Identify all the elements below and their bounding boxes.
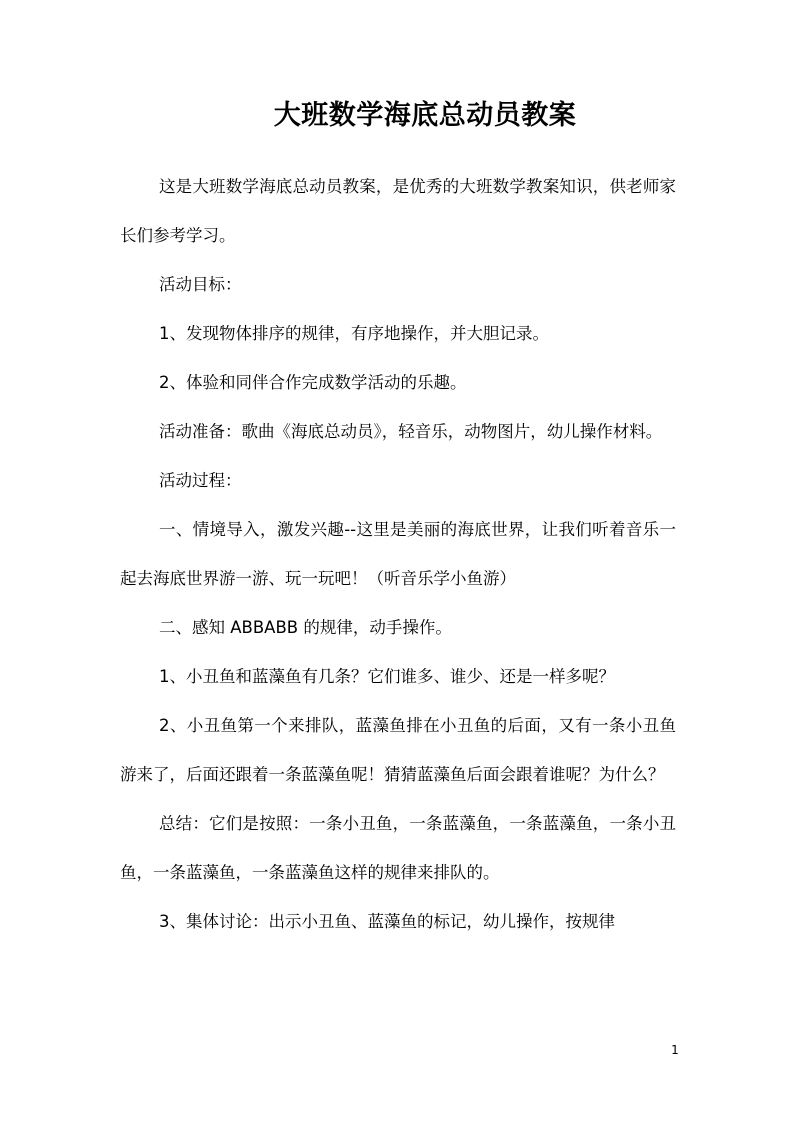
step-2-item-3: 3、集体讨论：出示小丑鱼、蓝藻鱼的标记，幼儿操作，按规律	[159, 912, 615, 931]
document-title: 大班数学海底总动员教案	[273, 100, 577, 131]
objective-1: 1、发现物体排序的规律，有序地操作，并大胆记录。	[159, 324, 549, 343]
document-body	[120, 162, 676, 946]
preparation-paragraph: 活动准备：歌曲《海底总动员》，轻音乐，动物图片，幼儿操作材料。	[159, 422, 663, 441]
page-number: 1	[671, 1043, 679, 1057]
process-step-1: 一、情境导入，激发兴趣--这里是美丽的海底世界，让我们听着音乐一起去海底世界游一游、玩一玩吧！（听音乐学小鱼游）	[120, 520, 676, 588]
step-2-item-1: 1、小丑鱼和蓝藻鱼有几条？它们谁多、谁少、还是一样多呢？	[159, 667, 615, 686]
objective-2: 2、体验和同伴合作完成数学活动的乐趣。	[159, 373, 467, 392]
objectives-heading: 活动目标：	[159, 275, 242, 294]
process-step-2: 二、感知 ABBABB 的规律，动手操作。	[159, 618, 452, 637]
step-2-item-2: 2、小丑鱼第一个来排队，蓝藻鱼排在小丑鱼的后面，又有一条小丑鱼游来了，后面还跟着一条蓝藻鱼呢！猜猜蓝藻鱼后面会跟着谁呢？为什么？	[120, 716, 676, 784]
intro-paragraph: 这是大班数学海底总动员教案，是优秀的大班数学教案知识，供老师家长们参考学习。	[120, 177, 676, 245]
summary-paragraph: 总结：它们是按照：一条小丑鱼，一条蓝藻鱼，一条蓝藻鱼，一条小丑鱼，一条蓝藻鱼，一条蓝藻鱼这样的规律来排队的。	[120, 814, 676, 882]
process-heading: 活动过程：	[159, 471, 242, 490]
